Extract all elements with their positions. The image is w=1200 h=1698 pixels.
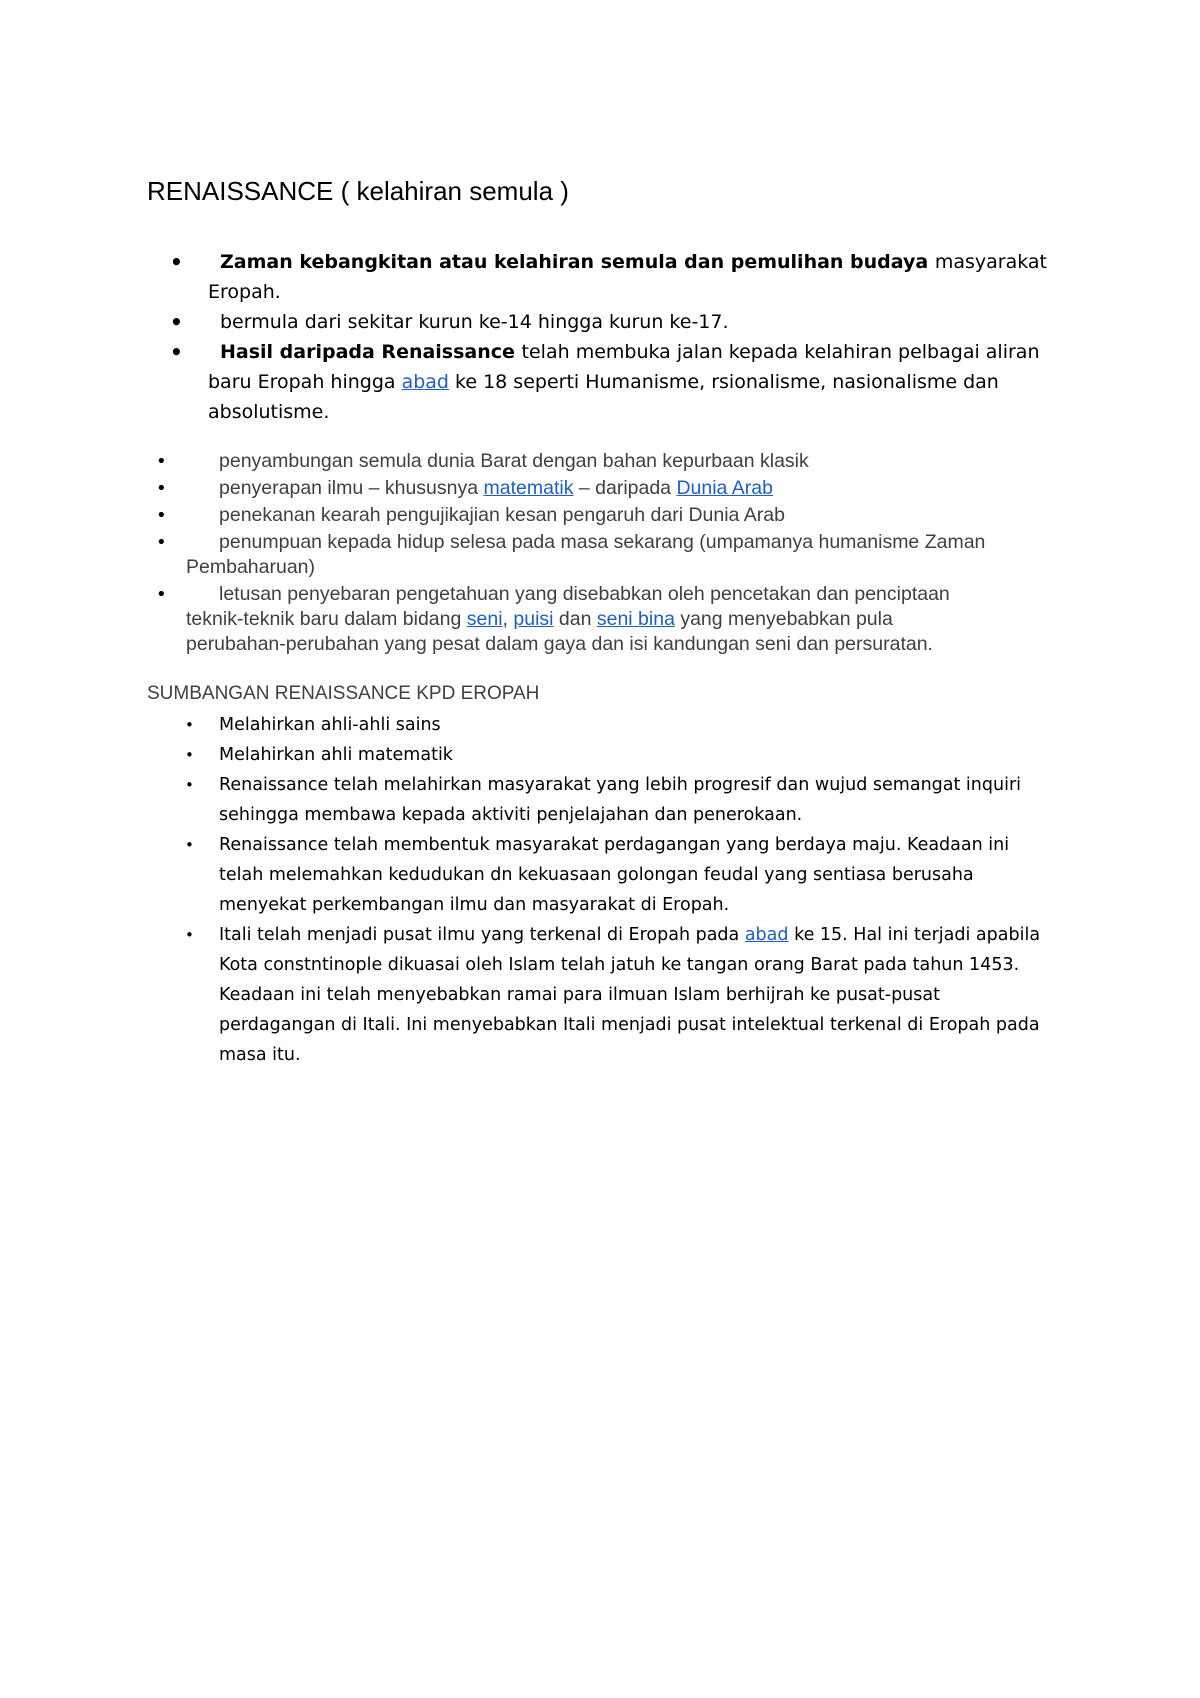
list-item-text: Kota constntinople dikuasai oleh Islam telah jatuh ke tangan orang Barat pada tahun 1453. (219, 955, 1020, 975)
bullet-icon: • (185, 746, 194, 764)
link-dunia-arab[interactable]: Dunia Arab (676, 477, 773, 499)
link-abad[interactable]: abad (744, 925, 789, 945)
list-item-text: perubahan-perubahan yang pesat dalam gaya dan isi kandungan seni dan persuratan. (186, 633, 933, 655)
list-item-text: bermula dari sekitar kurun ke-14 hingga kurun ke-17. (220, 311, 729, 333)
link-abad[interactable]: abad (401, 371, 449, 393)
bullet-icon: • (156, 532, 167, 553)
list-item-text: penyambungan semula dunia Barat dengan bahan kepurbaan klasik (219, 450, 809, 472)
list-item-text: Eropah. (208, 281, 281, 303)
list-item-text: masa itu. (219, 1045, 301, 1065)
link-seni[interactable]: seni (466, 608, 503, 630)
list-item-text: Melahirkan ahli-ahli sains (219, 715, 441, 735)
list-item-text: Hasil daripada Renaissance telah membuka jalan kepada kelahiran pelbagai aliran (220, 341, 1040, 363)
link-puisi[interactable]: puisi (513, 608, 554, 630)
bullet-icon: • (185, 926, 194, 944)
list-item-text: Itali telah menjadi pusat ilmu yang terkenal di Eropah pada abad ke 15. Hal ini terjadi apabila (219, 925, 1041, 945)
list-item-text: penyerapan ilmu – khususnya matematik – daripada Dunia Arab (219, 477, 773, 499)
list-item-text: Renaissance telah membentuk masyarakat perdagangan yang berdaya maju. Keadaan ini (219, 835, 1010, 855)
page-title: RENAISSANCE ( kelahiran semula ) (147, 176, 569, 206)
list-item-text: menyekat perkembangan ilmu dan masyarakat di Eropah. (219, 895, 730, 915)
list-item-text: Pembaharuan) (186, 556, 315, 578)
list-item-text: baru Eropah hingga abad ke 18 seperti Humanisme, rsionalisme, nasionalisme dan (208, 371, 999, 393)
list-item-text: letusan penyebaran pengetahuan yang disebabkan oleh pencetakan dan penciptaan (219, 583, 950, 605)
bullet-icon: • (156, 505, 167, 526)
list-item-text: sehingga membawa kepada aktiviti penjelajahan dan penerokaan. (219, 805, 803, 825)
list-item-text: teknik-teknik baru dalam bidang seni, puisi dan seni bina yang menyebabkan pula (186, 608, 893, 630)
list-item-text: telah melemahkan kedudukan dn kekuasaan golongan feudal yang sentiasa berusaha (219, 865, 974, 885)
section-heading: SUMBANGAN RENAISSANCE KPD EROPAH (147, 683, 540, 704)
link-matematik[interactable]: matematik (483, 477, 574, 499)
list-item-text: Zaman kebangkitan atau kelahiran semula dan pemulihan budaya masyarakat (220, 251, 1047, 273)
bullet-icon: • (170, 250, 183, 274)
list-item-text: absolutisme. (208, 401, 330, 423)
bullet-icon: • (156, 584, 167, 605)
list-item-text: Renaissance telah melahirkan masyarakat yang lebih progresif dan wujud semangat inquiri (219, 775, 1022, 795)
bullet-icon: • (185, 836, 194, 854)
list-item-text: penumpuan kepada hidup selesa pada masa sekarang (umpamanya humanisme Zaman (219, 531, 986, 553)
bullet-icon: • (170, 340, 183, 364)
list-item-text: Keadaan ini telah menyebabkan ramai para ilmuan Islam berhijrah ke pusat-pusat (219, 985, 940, 1005)
bullet-icon: • (156, 478, 167, 499)
list-item-text: perdagangan di Itali. Ini menyebabkan Itali menjadi pusat intelektual terkenal di Eropah pada (219, 1015, 1040, 1035)
bullet-icon: • (185, 716, 194, 734)
bullet-icon: • (170, 310, 183, 334)
link-seni-bina[interactable]: seni bina (596, 608, 675, 630)
list-item-text: penekanan kearah pengujikajian kesan pengaruh dari Dunia Arab (219, 504, 785, 526)
bullet-icon: • (156, 451, 167, 472)
list-item-text: Melahirkan ahli matematik (219, 745, 453, 765)
bullet-icon: • (185, 776, 194, 794)
